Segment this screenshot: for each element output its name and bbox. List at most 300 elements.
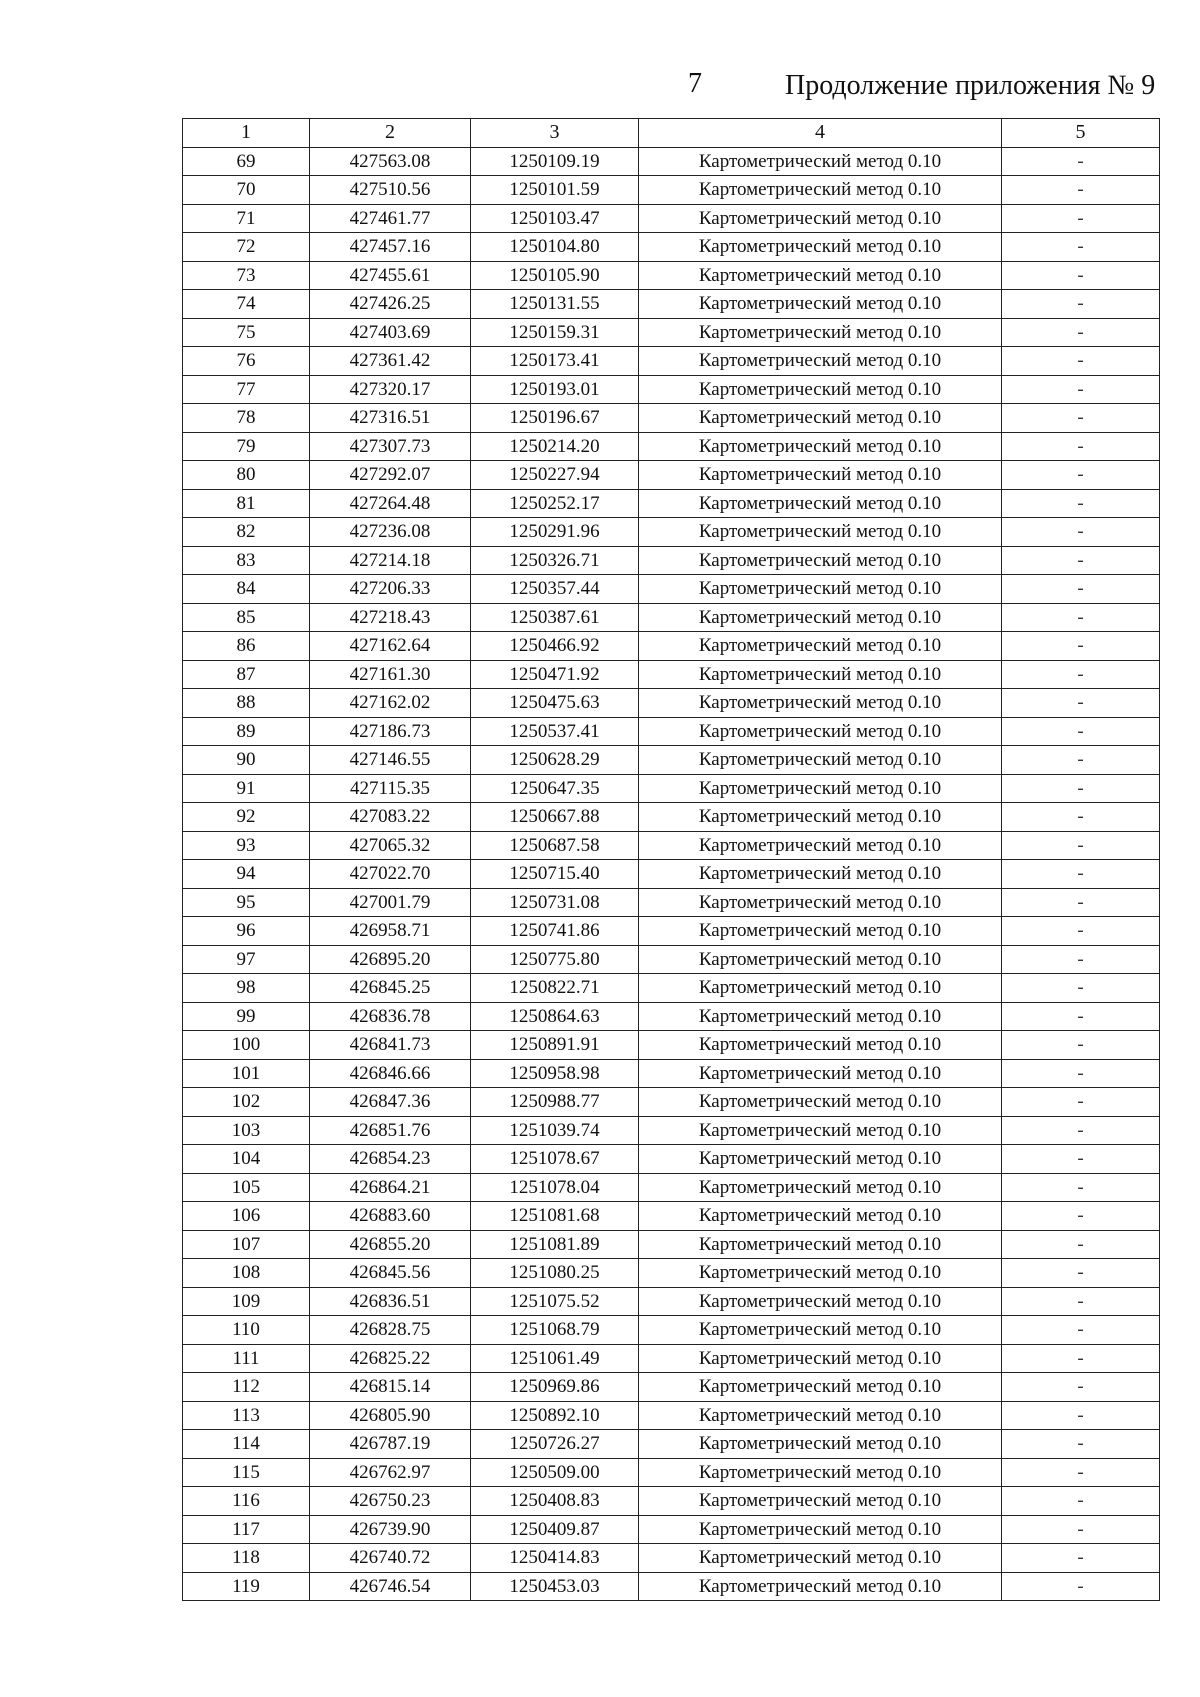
y-coordinate-cell: 1250471.92	[471, 660, 639, 689]
point-number-cell: 101	[183, 1059, 310, 1088]
description-cell: -	[1002, 375, 1160, 404]
table-row	[183, 632, 1160, 661]
point-number-cell: 86	[183, 632, 310, 661]
table-row	[183, 233, 1160, 262]
y-coordinate-cell: 1250741.86	[471, 917, 639, 946]
x-coordinate-cell: 427426.25	[310, 290, 471, 319]
method-accuracy-cell: Картометрический метод 0.10	[639, 518, 1002, 547]
method-accuracy-cell: Картометрический метод 0.10	[639, 375, 1002, 404]
description-cell: -	[1002, 489, 1160, 518]
method-accuracy-cell: Картометрический метод 0.10	[639, 1230, 1002, 1259]
description-cell: -	[1002, 945, 1160, 974]
method-accuracy-cell: Картометрический метод 0.10	[639, 831, 1002, 860]
table-row	[183, 774, 1160, 803]
x-coordinate-cell: 427316.51	[310, 404, 471, 433]
x-coordinate-cell: 427307.73	[310, 432, 471, 461]
method-accuracy-cell: Картометрический метод 0.10	[639, 746, 1002, 775]
x-coordinate-cell: 426883.60	[310, 1202, 471, 1231]
description-cell: -	[1002, 233, 1160, 262]
table-body	[183, 119, 1160, 1601]
table-row	[183, 974, 1160, 1003]
point-number-cell: 104	[183, 1145, 310, 1174]
x-coordinate-cell: 426828.75	[310, 1316, 471, 1345]
point-number-cell: 91	[183, 774, 310, 803]
table-row	[183, 1088, 1160, 1117]
point-number-cell: 89	[183, 717, 310, 746]
description-cell: -	[1002, 1373, 1160, 1402]
y-coordinate-cell: 1250193.01	[471, 375, 639, 404]
table-header-row	[183, 119, 1160, 148]
method-accuracy-cell: Картометрический метод 0.10	[639, 1572, 1002, 1601]
point-number-cell: 82	[183, 518, 310, 547]
y-coordinate-cell: 1250105.90	[471, 261, 639, 290]
method-accuracy-cell: Картометрический метод 0.10	[639, 318, 1002, 347]
point-number-cell: 111	[183, 1344, 310, 1373]
table-row	[183, 1002, 1160, 1031]
table-row	[183, 917, 1160, 946]
table-row	[183, 518, 1160, 547]
point-number-cell: 88	[183, 689, 310, 718]
y-coordinate-cell: 1250958.98	[471, 1059, 639, 1088]
y-coordinate-cell: 1250988.77	[471, 1088, 639, 1117]
description-cell: -	[1002, 603, 1160, 632]
table-row	[183, 1316, 1160, 1345]
description-cell: -	[1002, 974, 1160, 1003]
table-row	[183, 404, 1160, 433]
method-accuracy-cell: Картометрический метод 0.10	[639, 860, 1002, 889]
method-accuracy-cell: Картометрический метод 0.10	[639, 1173, 1002, 1202]
point-number-cell: 72	[183, 233, 310, 262]
y-coordinate-cell: 1251081.89	[471, 1230, 639, 1259]
point-number-cell: 80	[183, 461, 310, 490]
point-number-cell: 70	[183, 176, 310, 205]
description-cell: -	[1002, 518, 1160, 547]
method-accuracy-cell: Картометрический метод 0.10	[639, 1316, 1002, 1345]
point-number-cell: 73	[183, 261, 310, 290]
description-cell: -	[1002, 660, 1160, 689]
method-accuracy-cell: Картометрический метод 0.10	[639, 147, 1002, 176]
table-row	[183, 831, 1160, 860]
x-coordinate-cell: 426847.36	[310, 1088, 471, 1117]
method-accuracy-cell: Картометрический метод 0.10	[639, 1544, 1002, 1573]
column-header: 5	[1002, 119, 1160, 148]
description-cell: -	[1002, 347, 1160, 376]
point-number-cell: 105	[183, 1173, 310, 1202]
y-coordinate-cell: 1250104.80	[471, 233, 639, 262]
description-cell: -	[1002, 831, 1160, 860]
description-cell: -	[1002, 717, 1160, 746]
method-accuracy-cell: Картометрический метод 0.10	[639, 176, 1002, 205]
table-row	[183, 489, 1160, 518]
y-coordinate-cell: 1250475.63	[471, 689, 639, 718]
point-number-cell: 118	[183, 1544, 310, 1573]
description-cell: -	[1002, 1173, 1160, 1202]
table-row	[183, 689, 1160, 718]
y-coordinate-cell: 1250628.29	[471, 746, 639, 775]
x-coordinate-cell: 426740.72	[310, 1544, 471, 1573]
table-row	[183, 147, 1160, 176]
y-coordinate-cell: 1250101.59	[471, 176, 639, 205]
x-coordinate-cell: 426762.97	[310, 1458, 471, 1487]
method-accuracy-cell: Картометрический метод 0.10	[639, 974, 1002, 1003]
x-coordinate-cell: 426855.20	[310, 1230, 471, 1259]
description-cell: -	[1002, 318, 1160, 347]
x-coordinate-cell: 427161.30	[310, 660, 471, 689]
method-accuracy-cell: Картометрический метод 0.10	[639, 1059, 1002, 1088]
method-accuracy-cell: Картометрический метод 0.10	[639, 290, 1002, 319]
method-accuracy-cell: Картометрический метод 0.10	[639, 888, 1002, 917]
x-coordinate-cell: 426864.21	[310, 1173, 471, 1202]
table-row	[183, 1287, 1160, 1316]
table-row	[183, 1544, 1160, 1573]
description-cell: -	[1002, 888, 1160, 917]
y-coordinate-cell: 1250252.17	[471, 489, 639, 518]
description-cell: -	[1002, 1116, 1160, 1145]
description-cell: -	[1002, 774, 1160, 803]
x-coordinate-cell: 426750.23	[310, 1487, 471, 1516]
method-accuracy-cell: Картометрический метод 0.10	[639, 1002, 1002, 1031]
table-row	[183, 1458, 1160, 1487]
point-number-cell: 78	[183, 404, 310, 433]
point-number-cell: 95	[183, 888, 310, 917]
description-cell: -	[1002, 1031, 1160, 1060]
method-accuracy-cell: Картометрический метод 0.10	[639, 945, 1002, 974]
point-number-cell: 90	[183, 746, 310, 775]
description-cell: -	[1002, 1544, 1160, 1573]
y-coordinate-cell: 1250726.27	[471, 1430, 639, 1459]
point-number-cell: 115	[183, 1458, 310, 1487]
method-accuracy-cell: Картометрический метод 0.10	[639, 233, 1002, 262]
column-header: 4	[639, 119, 1002, 148]
x-coordinate-cell: 426841.73	[310, 1031, 471, 1060]
description-cell: -	[1002, 632, 1160, 661]
point-number-cell: 109	[183, 1287, 310, 1316]
x-coordinate-cell: 427001.79	[310, 888, 471, 917]
y-coordinate-cell: 1250159.31	[471, 318, 639, 347]
y-coordinate-cell: 1250864.63	[471, 1002, 639, 1031]
y-coordinate-cell: 1250214.20	[471, 432, 639, 461]
point-number-cell: 106	[183, 1202, 310, 1231]
method-accuracy-cell: Картометрический метод 0.10	[639, 774, 1002, 803]
x-coordinate-cell: 427206.33	[310, 575, 471, 604]
description-cell: -	[1002, 147, 1160, 176]
y-coordinate-cell: 1250715.40	[471, 860, 639, 889]
column-header: 3	[471, 119, 639, 148]
method-accuracy-cell: Картометрический метод 0.10	[639, 1401, 1002, 1430]
x-coordinate-cell: 427214.18	[310, 546, 471, 575]
description-cell: -	[1002, 1202, 1160, 1231]
y-coordinate-cell: 1250387.61	[471, 603, 639, 632]
y-coordinate-cell: 1251068.79	[471, 1316, 639, 1345]
point-number-cell: 97	[183, 945, 310, 974]
x-coordinate-cell: 427186.73	[310, 717, 471, 746]
table-row	[183, 603, 1160, 632]
y-coordinate-cell: 1251078.04	[471, 1173, 639, 1202]
description-cell: -	[1002, 1230, 1160, 1259]
description-cell: -	[1002, 546, 1160, 575]
table-row	[183, 318, 1160, 347]
x-coordinate-cell: 426895.20	[310, 945, 471, 974]
table-row	[183, 1487, 1160, 1516]
y-coordinate-cell: 1250891.91	[471, 1031, 639, 1060]
x-coordinate-cell: 427218.43	[310, 603, 471, 632]
description-cell: -	[1002, 404, 1160, 433]
point-number-cell: 119	[183, 1572, 310, 1601]
method-accuracy-cell: Картометрический метод 0.10	[639, 1344, 1002, 1373]
point-number-cell: 84	[183, 575, 310, 604]
x-coordinate-cell: 427461.77	[310, 204, 471, 233]
x-coordinate-cell: 426739.90	[310, 1515, 471, 1544]
method-accuracy-cell: Картометрический метод 0.10	[639, 489, 1002, 518]
point-number-cell: 92	[183, 803, 310, 832]
y-coordinate-cell: 1250103.47	[471, 204, 639, 233]
point-number-cell: 108	[183, 1259, 310, 1288]
description-cell: -	[1002, 803, 1160, 832]
y-coordinate-cell: 1250409.87	[471, 1515, 639, 1544]
y-coordinate-cell: 1250667.88	[471, 803, 639, 832]
point-number-cell: 75	[183, 318, 310, 347]
description-cell: -	[1002, 860, 1160, 889]
table-row	[183, 660, 1160, 689]
description-cell: -	[1002, 1515, 1160, 1544]
point-number-cell: 76	[183, 347, 310, 376]
description-cell: -	[1002, 746, 1160, 775]
description-cell: -	[1002, 461, 1160, 490]
x-coordinate-cell: 427292.07	[310, 461, 471, 490]
point-number-cell: 114	[183, 1430, 310, 1459]
description-cell: -	[1002, 1458, 1160, 1487]
description-cell: -	[1002, 1145, 1160, 1174]
y-coordinate-cell: 1251078.67	[471, 1145, 639, 1174]
y-coordinate-cell: 1250196.67	[471, 404, 639, 433]
point-number-cell: 71	[183, 204, 310, 233]
x-coordinate-cell: 426845.56	[310, 1259, 471, 1288]
method-accuracy-cell: Картометрический метод 0.10	[639, 803, 1002, 832]
x-coordinate-cell: 427083.22	[310, 803, 471, 832]
y-coordinate-cell: 1250109.19	[471, 147, 639, 176]
y-coordinate-cell: 1250173.41	[471, 347, 639, 376]
method-accuracy-cell: Картометрический метод 0.10	[639, 461, 1002, 490]
column-header: 1	[183, 119, 310, 148]
method-accuracy-cell: Картометрический метод 0.10	[639, 1031, 1002, 1060]
x-coordinate-cell: 427455.61	[310, 261, 471, 290]
x-coordinate-cell: 426851.76	[310, 1116, 471, 1145]
method-accuracy-cell: Картометрический метод 0.10	[639, 1458, 1002, 1487]
point-number-cell: 112	[183, 1373, 310, 1402]
table-row	[183, 1059, 1160, 1088]
y-coordinate-cell: 1250731.08	[471, 888, 639, 917]
y-coordinate-cell: 1250414.83	[471, 1544, 639, 1573]
table-row	[183, 176, 1160, 205]
description-cell: -	[1002, 1002, 1160, 1031]
method-accuracy-cell: Картометрический метод 0.10	[639, 1430, 1002, 1459]
point-number-cell: 113	[183, 1401, 310, 1430]
method-accuracy-cell: Картометрический метод 0.10	[639, 717, 1002, 746]
x-coordinate-cell: 427457.16	[310, 233, 471, 262]
table-row	[183, 1259, 1160, 1288]
table-row	[183, 1572, 1160, 1601]
description-cell: -	[1002, 575, 1160, 604]
point-number-cell: 117	[183, 1515, 310, 1544]
description-cell: -	[1002, 1059, 1160, 1088]
description-cell: -	[1002, 1344, 1160, 1373]
x-coordinate-cell: 427162.02	[310, 689, 471, 718]
x-coordinate-cell: 426836.78	[310, 1002, 471, 1031]
y-coordinate-cell: 1250227.94	[471, 461, 639, 490]
method-accuracy-cell: Картометрический метод 0.10	[639, 660, 1002, 689]
description-cell: -	[1002, 204, 1160, 233]
x-coordinate-cell: 426787.19	[310, 1430, 471, 1459]
table-row	[183, 945, 1160, 974]
point-number-cell: 110	[183, 1316, 310, 1345]
table-row	[183, 1173, 1160, 1202]
y-coordinate-cell: 1250291.96	[471, 518, 639, 547]
page-header	[0, 68, 1200, 104]
method-accuracy-cell: Картометрический метод 0.10	[639, 432, 1002, 461]
y-coordinate-cell: 1250537.41	[471, 717, 639, 746]
method-accuracy-cell: Картометрический метод 0.10	[639, 603, 1002, 632]
table-row	[183, 803, 1160, 832]
point-number-cell: 98	[183, 974, 310, 1003]
y-coordinate-cell: 1251075.52	[471, 1287, 639, 1316]
method-accuracy-cell: Картометрический метод 0.10	[639, 917, 1002, 946]
point-number-cell: 87	[183, 660, 310, 689]
description-cell: -	[1002, 261, 1160, 290]
method-accuracy-cell: Картометрический метод 0.10	[639, 1116, 1002, 1145]
method-accuracy-cell: Картометрический метод 0.10	[639, 404, 1002, 433]
table-row	[183, 347, 1160, 376]
x-coordinate-cell: 427403.69	[310, 318, 471, 347]
point-number-cell: 83	[183, 546, 310, 575]
table-row	[183, 1202, 1160, 1231]
description-cell: -	[1002, 1572, 1160, 1601]
x-coordinate-cell: 426815.14	[310, 1373, 471, 1402]
table-row	[183, 261, 1160, 290]
description-cell: -	[1002, 1487, 1160, 1516]
x-coordinate-cell: 427361.42	[310, 347, 471, 376]
y-coordinate-cell: 1251039.74	[471, 1116, 639, 1145]
point-number-cell: 94	[183, 860, 310, 889]
method-accuracy-cell: Картометрический метод 0.10	[639, 689, 1002, 718]
x-coordinate-cell: 427510.56	[310, 176, 471, 205]
x-coordinate-cell: 427022.70	[310, 860, 471, 889]
x-coordinate-cell: 426958.71	[310, 917, 471, 946]
table-row	[183, 888, 1160, 917]
table-row	[183, 746, 1160, 775]
description-cell: -	[1002, 176, 1160, 205]
description-cell: -	[1002, 1287, 1160, 1316]
table-row	[183, 1116, 1160, 1145]
method-accuracy-cell: Картометрический метод 0.10	[639, 1287, 1002, 1316]
table-row	[183, 1230, 1160, 1259]
description-cell: -	[1002, 917, 1160, 946]
point-number-cell: 99	[183, 1002, 310, 1031]
y-coordinate-cell: 1250466.92	[471, 632, 639, 661]
table-row	[183, 204, 1160, 233]
method-accuracy-cell: Картометрический метод 0.10	[639, 546, 1002, 575]
description-cell: -	[1002, 1401, 1160, 1430]
x-coordinate-cell: 427065.32	[310, 831, 471, 860]
x-coordinate-cell: 426825.22	[310, 1344, 471, 1373]
table-row	[183, 575, 1160, 604]
y-coordinate-cell: 1250509.00	[471, 1458, 639, 1487]
method-accuracy-cell: Картометрический метод 0.10	[639, 1487, 1002, 1516]
table-row	[183, 1401, 1160, 1430]
description-cell: -	[1002, 689, 1160, 718]
description-cell: -	[1002, 1316, 1160, 1345]
x-coordinate-cell: 426805.90	[310, 1401, 471, 1430]
point-number-cell: 74	[183, 290, 310, 319]
x-coordinate-cell: 426854.23	[310, 1145, 471, 1174]
page-number: 7	[688, 68, 702, 99]
y-coordinate-cell: 1250453.03	[471, 1572, 639, 1601]
point-number-cell: 69	[183, 147, 310, 176]
table-row	[183, 1430, 1160, 1459]
table-row	[183, 546, 1160, 575]
x-coordinate-cell: 427146.55	[310, 746, 471, 775]
table-row	[183, 375, 1160, 404]
method-accuracy-cell: Картометрический метод 0.10	[639, 1088, 1002, 1117]
x-coordinate-cell: 426846.66	[310, 1059, 471, 1088]
point-number-cell: 103	[183, 1116, 310, 1145]
point-number-cell: 116	[183, 1487, 310, 1516]
point-number-cell: 100	[183, 1031, 310, 1060]
table-row	[183, 1515, 1160, 1544]
x-coordinate-cell: 426845.25	[310, 974, 471, 1003]
point-number-cell: 93	[183, 831, 310, 860]
table-row	[183, 432, 1160, 461]
y-coordinate-cell: 1250892.10	[471, 1401, 639, 1430]
x-coordinate-cell: 426746.54	[310, 1572, 471, 1601]
point-number-cell: 77	[183, 375, 310, 404]
x-coordinate-cell: 427320.17	[310, 375, 471, 404]
table-row	[183, 1145, 1160, 1174]
description-cell: -	[1002, 290, 1160, 319]
point-number-cell: 79	[183, 432, 310, 461]
method-accuracy-cell: Картометрический метод 0.10	[639, 1145, 1002, 1174]
description-cell: -	[1002, 1430, 1160, 1459]
y-coordinate-cell: 1250775.80	[471, 945, 639, 974]
description-cell: -	[1002, 1259, 1160, 1288]
x-coordinate-cell: 427115.35	[310, 774, 471, 803]
table-row	[183, 461, 1160, 490]
y-coordinate-cell: 1250969.86	[471, 1373, 639, 1402]
appendix-caption: Продолжение приложения № 9	[785, 70, 1156, 101]
y-coordinate-cell: 1250408.83	[471, 1487, 639, 1516]
x-coordinate-cell: 427162.64	[310, 632, 471, 661]
x-coordinate-cell: 427563.08	[310, 147, 471, 176]
point-number-cell: 102	[183, 1088, 310, 1117]
method-accuracy-cell: Картометрический метод 0.10	[639, 1202, 1002, 1231]
table-row	[183, 717, 1160, 746]
description-cell: -	[1002, 1088, 1160, 1117]
y-coordinate-cell: 1250326.71	[471, 546, 639, 575]
method-accuracy-cell: Картометрический метод 0.10	[639, 1515, 1002, 1544]
x-coordinate-cell: 427236.08	[310, 518, 471, 547]
point-number-cell: 107	[183, 1230, 310, 1259]
y-coordinate-cell: 1251080.25	[471, 1259, 639, 1288]
table-row	[183, 1344, 1160, 1373]
point-number-cell: 85	[183, 603, 310, 632]
y-coordinate-cell: 1251061.49	[471, 1344, 639, 1373]
method-accuracy-cell: Картометрический метод 0.10	[639, 632, 1002, 661]
x-coordinate-cell: 427264.48	[310, 489, 471, 518]
column-header: 2	[310, 119, 471, 148]
method-accuracy-cell: Картометрический метод 0.10	[639, 261, 1002, 290]
method-accuracy-cell: Картометрический метод 0.10	[639, 204, 1002, 233]
method-accuracy-cell: Картометрический метод 0.10	[639, 1259, 1002, 1288]
y-coordinate-cell: 1250647.35	[471, 774, 639, 803]
